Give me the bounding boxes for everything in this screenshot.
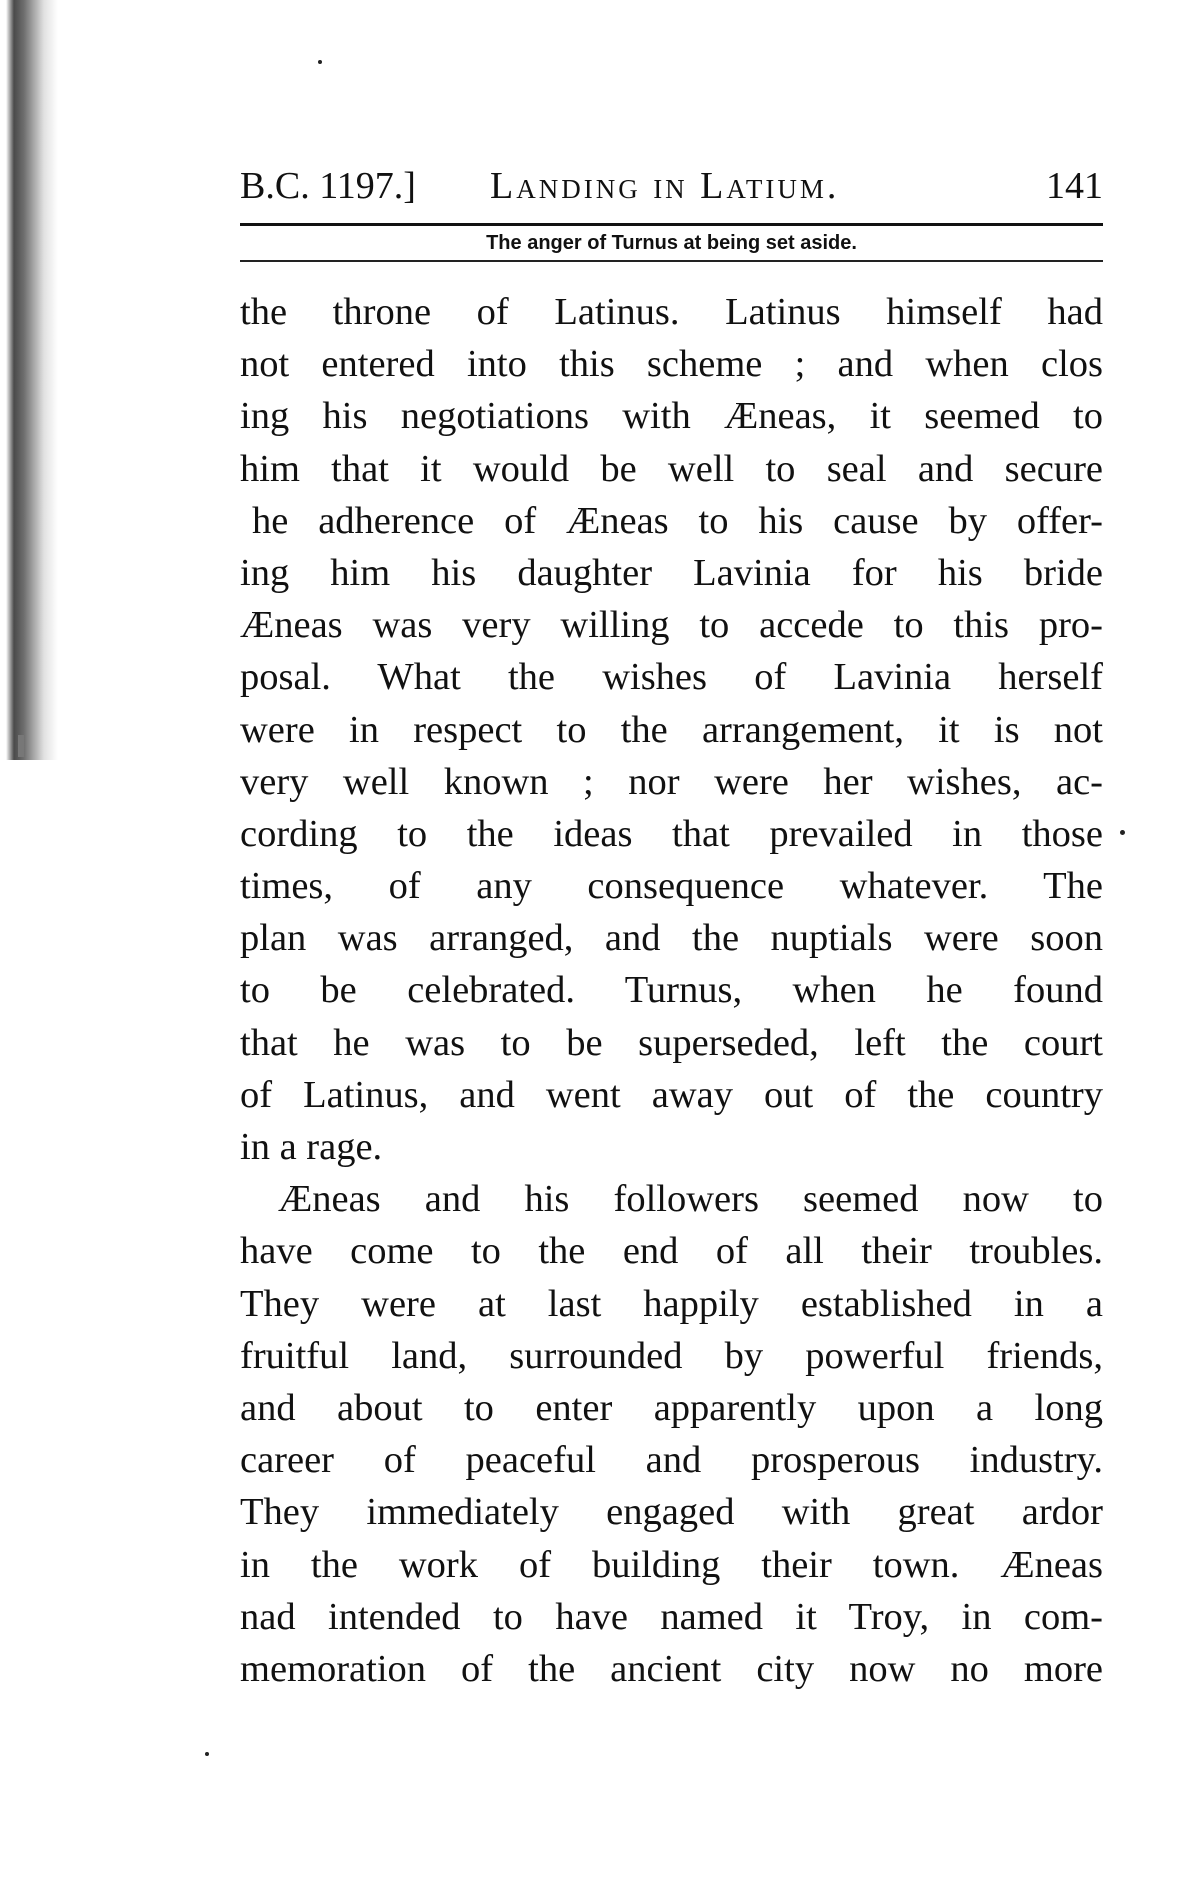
page-number: 141 [1046, 165, 1103, 207]
text-line: in a rage. [240, 1126, 383, 1168]
text-line: plan was arranged, and the nuptials were soon [240, 917, 1103, 960]
text-line: very well known ; nor were her wishes, ac- [240, 760, 1103, 803]
text-line: have come to the end of all their troubles. [240, 1230, 1103, 1273]
text-line: ing his negotiations with Æneas, it seemed to [240, 395, 1103, 438]
paragraph-2 [240, 1173, 1103, 1695]
ink-speck [205, 1752, 209, 1756]
text-line: ing him his daughter Lavinia for his bride [240, 551, 1103, 594]
text-line: that he was to be superseded, left the court [240, 1021, 1103, 1064]
text-line: nad intended to have named it Troy, in com- [240, 1595, 1103, 1638]
text-line: of Latinus, and went away out of the country [240, 1073, 1103, 1116]
text-line: career of peaceful and prosperous industry. [240, 1439, 1103, 1482]
text-line: Æneas and his followers seemed now to [278, 1178, 1103, 1221]
text-line: were in respect to the arrangement, it is not [240, 708, 1103, 751]
running-head-title: Landing in Latium. [490, 165, 840, 207]
page-subheading: The anger of Turnus at being set aside. [486, 232, 857, 254]
running-head-date: B.C. 1197.] [240, 165, 416, 207]
text-line: They were at last happily established in a [240, 1282, 1103, 1325]
text-line: he adherence of Æneas to his cause by offer- [252, 499, 1103, 542]
text-line: They immediately engaged with great ardor [240, 1491, 1103, 1534]
running-head [240, 155, 1103, 217]
text-line: and about to enter apparently upon a long [240, 1386, 1103, 1429]
text-line: the throne of Latinus. Latinus himself had [240, 291, 1103, 333]
text-line: cording to the ideas that prevailed in those [240, 812, 1103, 855]
text-line: fruitful land, surrounded by powerful friends, [240, 1334, 1103, 1377]
paragraph-1 [240, 286, 1103, 1173]
binding-edge-shadow [0, 0, 58, 760]
book-page [240, 155, 1103, 1695]
text-line: times, of any consequence whatever. The [240, 865, 1103, 908]
text-line: Æneas was very willing to accede to this pro- [240, 604, 1103, 647]
text-line: posal. What the wishes of Lavinia herself [240, 656, 1103, 699]
text-line: memoration of the ancient city now no more [240, 1647, 1103, 1690]
text-line: in the work of building their town. Æneas [240, 1543, 1103, 1586]
header-rule-bottom [240, 260, 1103, 262]
text-line: him that it would be well to seal and secure [240, 447, 1103, 490]
ink-speck [318, 60, 322, 64]
binding-edge-mark [18, 735, 24, 757]
text-line: to be celebrated. Turnus, when he found [240, 969, 1103, 1012]
text-line: not entered into this scheme ; and when clos [240, 343, 1103, 386]
ink-speck [1120, 830, 1125, 835]
body-text [240, 286, 1103, 1695]
